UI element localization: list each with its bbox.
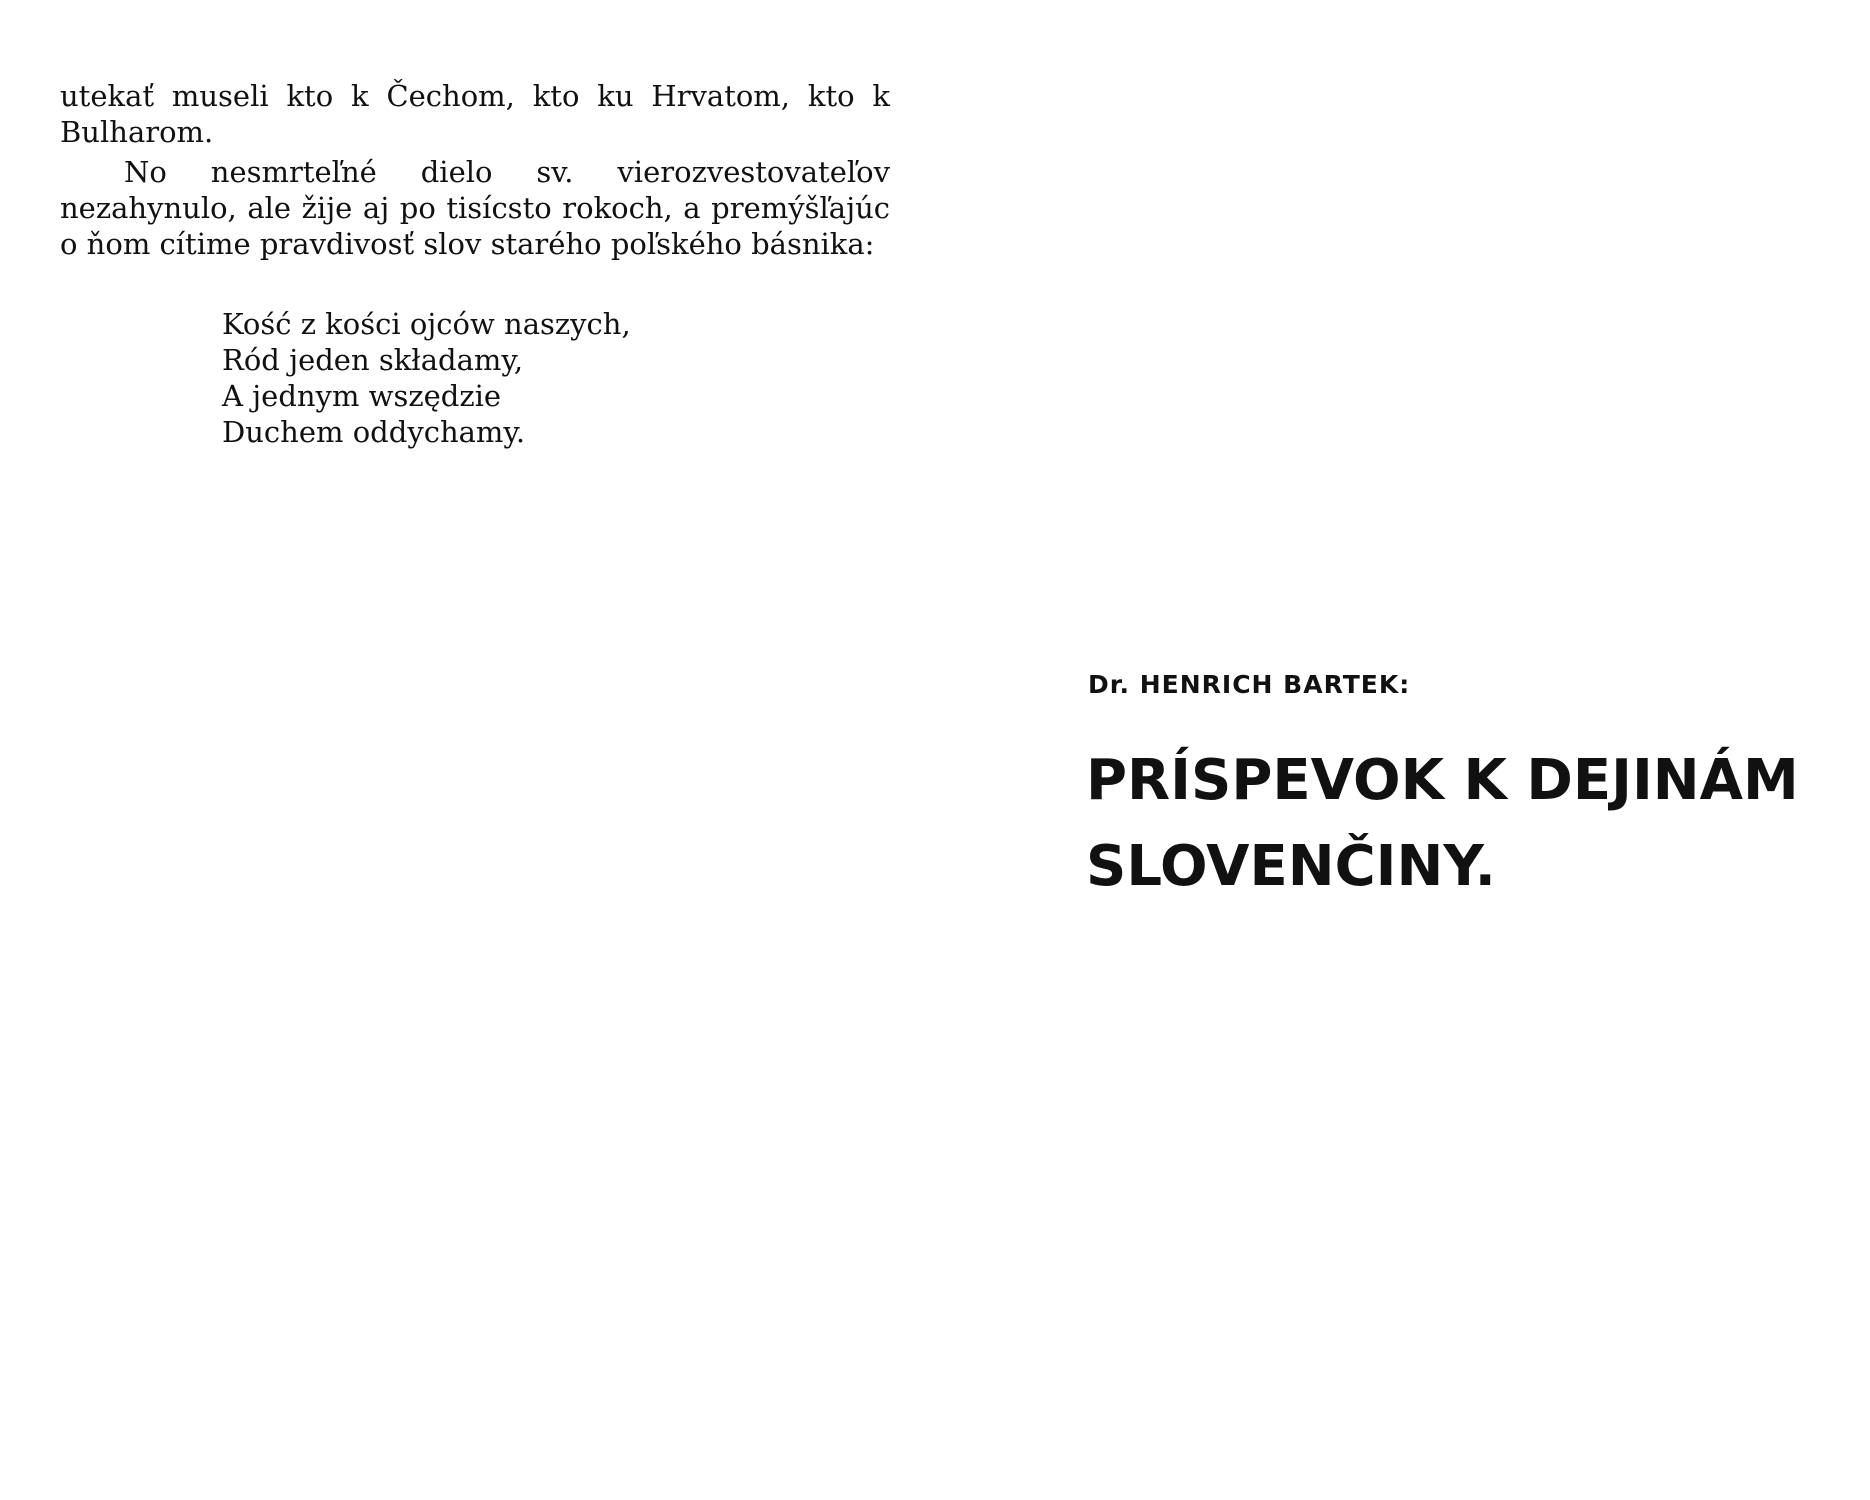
article-author: Dr. HENRICH BARTEK: [1088,670,1411,699]
poem-quote [222,306,631,450]
paragraph-body: No nesmrteľné dielo sv. vierozvestovateľov nezahynulo, ale žije aj po tisícsto rokoch, a premýšľajúc o ňom cítime pravdivosť slov starého poľského básnika: [60,155,890,261]
poem-line: A jednym wszędzie [222,379,502,413]
article-title-line: PRÍSPEVOK K DEJINÁM [1086,748,1799,813]
poem-line: Ród jeden składamy, [222,343,524,377]
poem-line: Kość z kości ojców naszych, [222,307,631,341]
article-title [1086,738,1799,910]
paragraph-continuation: utekať museli kto k Čechom, kto ku Hrvatom, kto k Bulharom. [60,79,890,149]
poem-line: Duchem oddychamy. [222,415,526,449]
left-page-text [60,78,890,266]
article-title-line: SLOVENČINY. [1086,834,1496,899]
